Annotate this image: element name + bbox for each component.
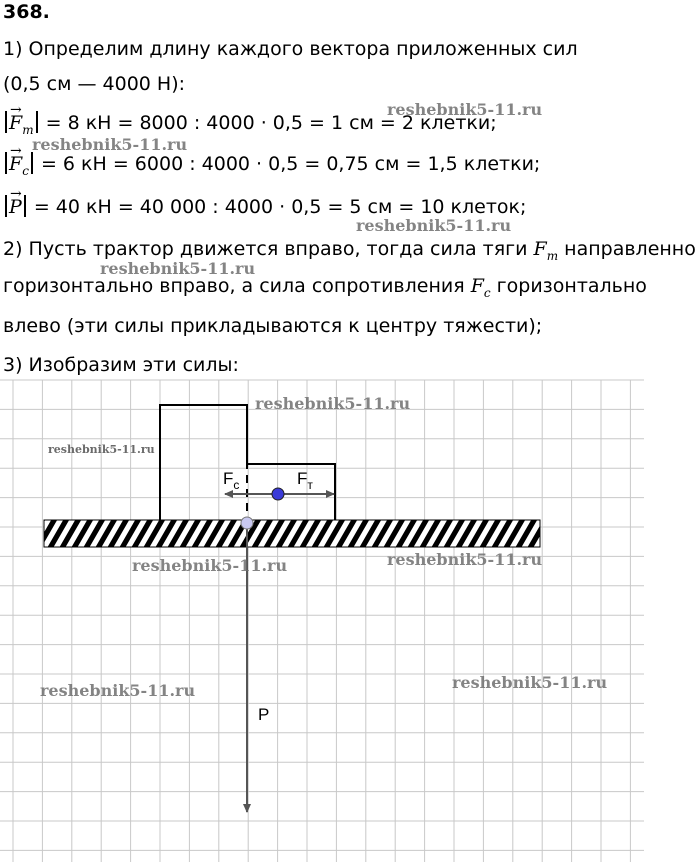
fc-vector-symbol — [9, 152, 29, 183]
center-of-gravity-point — [272, 488, 284, 500]
p-vector-symbol — [9, 195, 22, 219]
step2-line3-text: влево (эти силы прикладываются к центру тяжести); — [3, 315, 543, 337]
watermark: reshebnik5-11.ru — [356, 216, 512, 235]
scale-text — [3, 72, 185, 96]
abs-bar-right — [36, 111, 38, 133]
ft-vector-letter: F — [9, 112, 23, 134]
watermark: reshebnik5-11.ru — [32, 135, 188, 154]
step1-text — [3, 37, 578, 61]
ft-symbol-inline — [533, 238, 559, 263]
problem-number-text: 368. — [3, 1, 50, 23]
ft-vector-symbol — [9, 111, 34, 142]
problem-number — [3, 0, 50, 24]
ft-label: $F_т$ — [297, 469, 313, 492]
ft-inline-letter: F — [533, 238, 547, 260]
fc-inline-subscript: c — [483, 285, 491, 300]
watermark: reshebnik5-11.ru — [452, 673, 608, 692]
ft-inline-subscript: т — [546, 248, 559, 263]
fc-symbol-inline — [470, 275, 491, 300]
fc-equation — [3, 152, 540, 183]
ft-vector-subscript: т — [22, 122, 34, 137]
abs-bar-left — [5, 195, 7, 217]
watermark: reshebnik5-11.ru — [100, 259, 256, 278]
step2-text-a: 2) Пусть трактор движется вправо, тогда сила тяги — [3, 238, 534, 260]
step1-label: 1) Определим длину каждого вектора приложенных сил — [3, 38, 578, 60]
abs-bar-left — [5, 152, 7, 174]
watermark: reshebnik5-11.ru — [40, 681, 196, 700]
watermark: reshebnik5-11.ru — [255, 394, 411, 413]
scale-label: (0,5 см — 4000 Н): — [3, 73, 186, 95]
abs-bar-right — [24, 195, 26, 217]
step3-text — [3, 353, 239, 377]
fc-label: $F_c$ — [223, 469, 240, 492]
step2-line2 — [3, 274, 647, 305]
contact-point — [241, 517, 253, 529]
step2-line3 — [3, 314, 542, 338]
watermark: reshebnik5-11.ru — [387, 550, 543, 569]
fc-inline-letter: F — [470, 275, 484, 297]
ground-hatch — [44, 520, 540, 547]
step3-label: 3) Изобразим эти силы: — [3, 354, 239, 376]
abs-bar-left — [5, 111, 7, 133]
step2-line2-text-b: горизонтально — [490, 275, 647, 297]
p-label: P — [258, 705, 270, 724]
watermark: reshebnik5-11.ru — [48, 443, 155, 456]
fc-equation-text: = 6 кН = 6000 : 4000 · 0,5 = 0,75 см = 1,5 клетки; — [34, 153, 541, 175]
watermark: reshebnik5-11.ru — [387, 100, 543, 119]
p-vector-letter: P — [9, 196, 22, 218]
fc-vector-subscript: c — [22, 163, 29, 178]
ft-equation-text: = 8 кН = 8000 : 4000 · 0,5 = 1 см = 2 клетки; — [39, 112, 497, 134]
step2-text-b: направленно — [558, 238, 696, 260]
fc-vector-letter: F — [9, 153, 23, 175]
watermark: reshebnik5-11.ru — [132, 556, 288, 575]
p-equation-text: = 40 кН = 40 000 : 4000 · 0,5 = 5 см = 10 клеток; — [27, 196, 527, 218]
step2-line2-text-a: горизонтально вправо, а сила сопротивления — [3, 275, 471, 297]
abs-bar-right — [31, 152, 33, 174]
